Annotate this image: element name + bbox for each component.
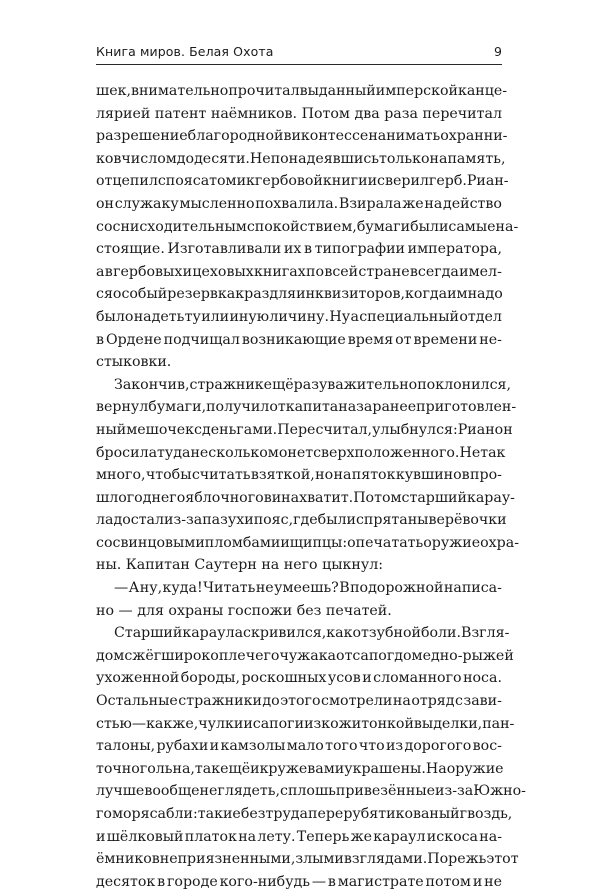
text-line: ны. Капитан Саутерн на него цыкнул: — [96, 557, 383, 574]
text-line: десяток в городе кого-нибудь — в магистрате потом и не — [96, 873, 502, 890]
text-line: со снисходительным спокойствием, бумаги были самые на- — [96, 218, 519, 235]
running-header — [96, 42, 502, 65]
text-line: талоны, рубахи и камзолы мало того что из дорогого вос- — [96, 738, 502, 755]
text-line: он служаку мысленно похвалила. Взирала же на действо — [96, 195, 502, 212]
text-line: а в гербовых и цеховых книгах по всей стране всегда имел- — [96, 263, 502, 280]
text-line: но — для охраны госпожи без печатей. — [96, 602, 392, 619]
text-line: ла достал из-за пазухи пояс, где были спрятаны верёвочки — [96, 512, 507, 529]
text-line: бросила туда несколько монет сверх положенного. Не так — [96, 444, 506, 461]
text-line: было надеть ту или иную личину. Ну а специальный отдел — [96, 308, 502, 325]
text-line: ков числом до десяти. Не понадеявшись только на память, — [96, 150, 506, 167]
text-line: — А ну, куда! Читать не умеешь? В подорожной написа- — [114, 580, 502, 597]
body-text — [96, 80, 526, 893]
text-line: в Ордене подчищал возникающие время от времени не- — [96, 331, 502, 348]
text-line: шлогоднего яблочного вина хватит. Потом старший карау- — [96, 489, 515, 506]
text-line: Старший караула скривился, как от зубной боли. Взгля- — [114, 625, 510, 642]
text-line: стыковки. — [96, 354, 172, 371]
page-number: 9 — [494, 44, 502, 59]
text-line: и шёлковый платок на лету. Теперь же караул искоса на- — [96, 828, 502, 845]
text-line: точного льна, так ещё и кружевами украшены. На оружие — [96, 760, 504, 777]
text-line: вернул бумаги, получил от капитана заранее приготовлен- — [96, 399, 517, 416]
text-line: дом сжёг широкоплечего чужака от сапог до медно-рыжей — [96, 647, 514, 664]
text-line: го моря сабли: такие без труда перерубят и кованый гвоздь, — [96, 806, 513, 822]
text-line: шек, внимательно прочитал выданный имперской канце- — [96, 83, 508, 99]
text-line: ёмников неприязненными, злыми взглядами. Порежь этот — [96, 851, 519, 868]
text-line: Закончив, стражник ещё раз уважительно поклонился, — [114, 376, 511, 393]
text-line: ся особый резерв как раз для инквизиторов, когда им надо — [96, 286, 503, 303]
text-line: разрешение благородной виконтессе нанимать охранни- — [96, 128, 508, 145]
text-line: Остальные стражники до этого смотрели на отряд с зави- — [96, 693, 502, 710]
text-line: стью — как же, чулки и сапоги из кожи тонкой выделки, пан- — [96, 715, 515, 732]
text-line: ухоженной бороды, роскошных усов и сломанного носа. — [96, 670, 502, 687]
text-line: со свинцовыми пломбами и щипцы: опечатать оружие охра- — [96, 534, 519, 551]
text-line: лучше вообще не глядеть, сплошь привезённые из-за Южно- — [96, 783, 526, 800]
text-line: лярией патент наёмников. Потом два раза перечитал — [96, 105, 502, 122]
text-line: стоящие. Изготавливали их в типографии императора, — [96, 241, 502, 258]
text-line: отцепил с пояса томик гербовой книги и сверил герб. Риан- — [96, 173, 509, 190]
text-line: ный мешочек с деньгами. Пересчитал, улыбнулся: Рианон — [96, 421, 513, 438]
text-line: много, чтобы считать взяткой, но на пяток кувшинов про- — [96, 467, 502, 484]
book-title: Книга миров. Белая Охота — [96, 44, 274, 59]
